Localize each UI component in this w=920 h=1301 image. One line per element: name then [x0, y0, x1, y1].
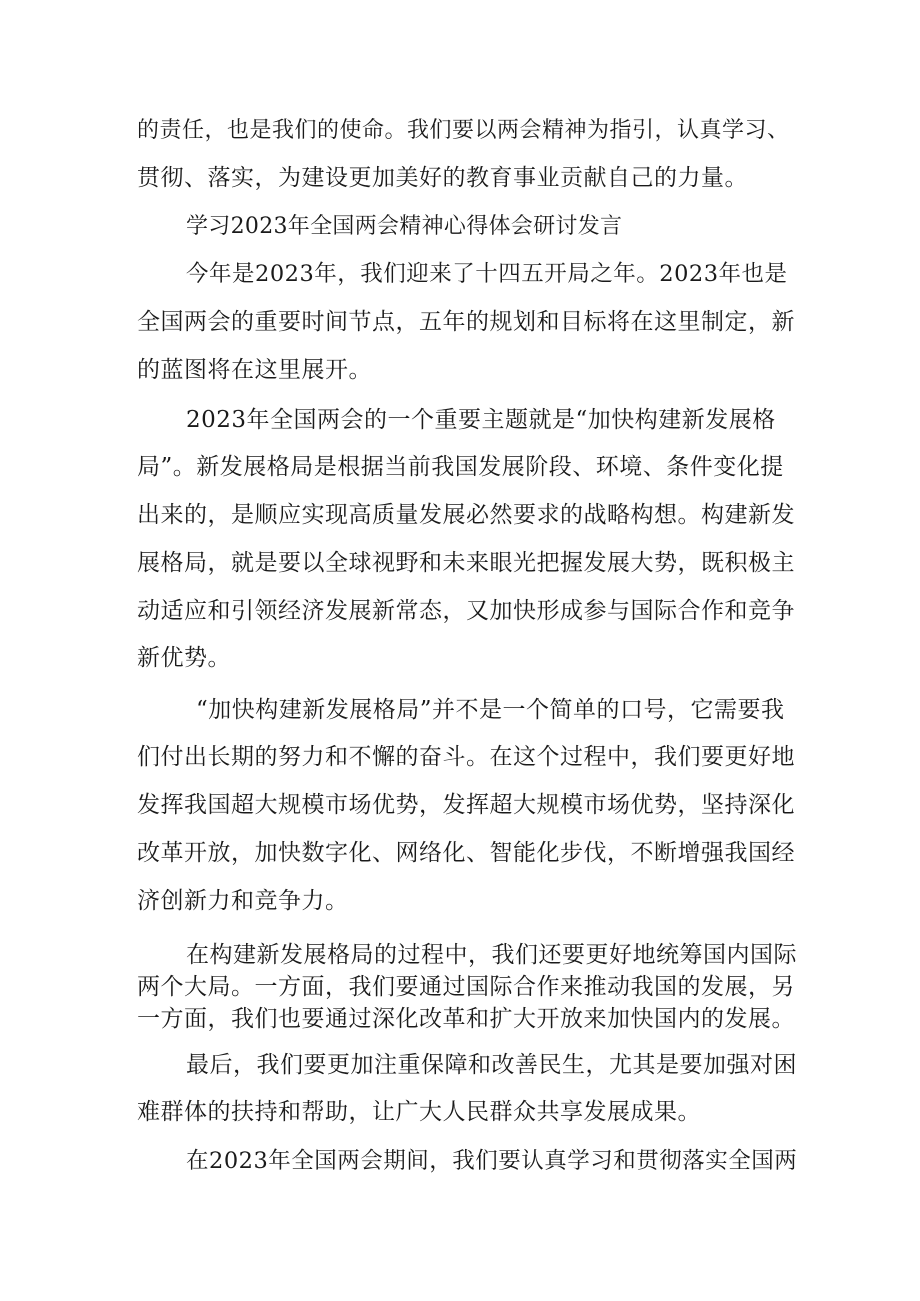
body-text-line: 贯彻、落实，为建设更加美好的教育事业贡献自己的力量。: [137, 165, 748, 191]
body-text-line: 们付出长期的努力和不懈的奋斗。在这个过程中，我们要更好地: [137, 744, 795, 770]
body-text-line: 出来的，是顺应实现高质量发展必然要求的战略构想。构建新发: [137, 502, 795, 528]
body-text-line: 难群体的扶持和帮助，让广大人民群众共享发展成果。: [137, 1099, 701, 1125]
body-text-line: 最后，我们要更加注重保障和改善民生，尤其是要加强对困: [186, 1052, 797, 1078]
body-text-line: 在构建新发展格局的过程中，我们还要更好地统筹国内国际: [186, 942, 797, 968]
body-text-line: 一方面，我们也要通过深化改革和扩大开放来加快国内的发展。: [137, 1006, 795, 1032]
body-text-line: 两个大局。一方面，我们要通过国际合作来推动我国的发展，另: [137, 974, 795, 1000]
section-heading: 学习2023年全国两会精神心得体会研讨发言: [186, 214, 623, 239]
body-text-line: 新优势。: [137, 645, 231, 671]
body-text-line: 的责任，也是我们的使命。我们要以两会精神为指引，认真学习、: [137, 118, 790, 143]
body-text-line: 改革开放，加快数字化、网络化、智能化步伐，不断增强我国经: [137, 840, 795, 866]
body-text-line: 今年是2023年，我们迎来了十四五开局之年。2023年也是: [186, 261, 788, 287]
body-text-line: 动适应和引领经济发展新常态，又加快形成参与国际合作和竞争: [137, 598, 795, 624]
body-text-line: 局”。新发展格局是根据当前我国发展阶段、环境、条件变化提: [137, 454, 784, 480]
body-text-line: 在2023年全国两会期间，我们要认真学习和贯彻落实全国两: [186, 1148, 798, 1174]
body-text-line: 展格局，就是要以全球视野和未来眼光把握发展大势，既积极主: [137, 550, 795, 576]
body-text-line: 全国两会的重要时间节点，五年的规划和目标将在这里制定，新: [137, 309, 795, 335]
body-text-line: 发挥我国超大规模市场优势，发挥超大规模市场优势，坚持深化: [137, 792, 795, 818]
body-text-line: 2023年全国两会的一个重要主题就是“加快构建新发展格: [186, 407, 776, 433]
body-text-line: 的蓝图将在这里展开。: [137, 357, 372, 383]
body-text-line: “加快构建新发展格局”并不是一个简单的口号，它需要我: [196, 697, 785, 723]
body-text-line: 济创新力和竞争力。: [137, 888, 349, 914]
